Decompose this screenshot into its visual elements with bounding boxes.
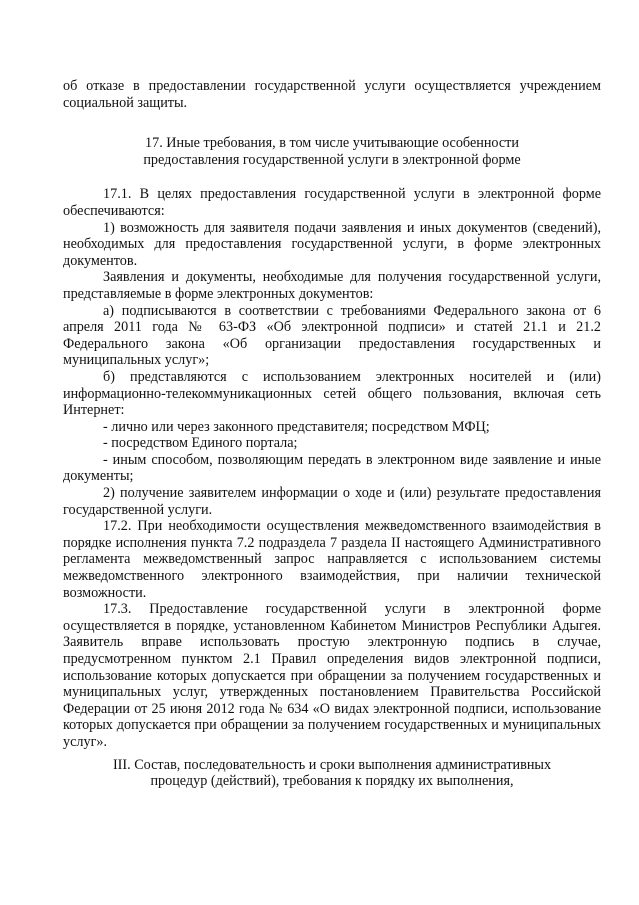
paragraph-item-2: 2) получение заявителем информации о ходе и (или) результате предоставления государственной услуги. (63, 485, 601, 518)
spacer (63, 168, 601, 186)
paragraph-applications: Заявления и документы, необходимые для получения государственной услуги, представляемые в форме электронных документов: (63, 269, 601, 302)
paragraph-a: а) подписываются в соответствии с требованиями Федерального закона от 6 апреля 2011 года № 63-ФЗ «Об электронной подписи» и статей 21.1 и 21.2 Федерального закона «Об организации предоставления государственных и муниципальных услуг»; (63, 302, 601, 369)
dash-item-3: - иным способом, позволяющим передать в электронном виде заявление и иные документы; (63, 451, 601, 485)
spacer (63, 111, 601, 135)
paragraph-17-1: 17.1. В целях предоставления государственной услуги в электронной форме обеспечиваются: (63, 186, 601, 219)
section-17-heading-line2: предоставления государственной услуги в электронной форме (143, 151, 521, 168)
section-17-heading-line1: 17. Иные требования, в том числе учитывающие особенности (145, 135, 519, 152)
section-3-heading-line1: III. Состав, последовательность и сроки выполнения административных (112, 756, 552, 773)
intro-paragraph: об отказе в предоставлении государственной услуги осуществляется учреждением социальной защиты. (63, 78, 601, 111)
paragraph-b: б) представляются с использованием электронных носителей и (или) информационно-телекоммуникационных сетей общего пользования, включая сеть Интернет: (63, 368, 601, 419)
dash-item-1: - лично или через законного представителя; посредством МФЦ; (103, 418, 490, 435)
dash-item-2: - посредством Единого портала; (103, 435, 298, 452)
document-body (63, 78, 601, 790)
paragraph-17-3: 17.3. Предоставление государственной услуги в электронной форме осуществляется в порядке, установленном Кабинетом Министров Республики Адыгея. Заявитель вправе использовать простую электронную подпись в случае, предусмотренном пунктом 2.1 Правил определения видов электронной подписи, использование которых допускается при обращении за получением государственных и муниципальных услуг, утвержденных постановлением Правительства Российской Федерации от 25 июня 2012 года № 634 «О видах электронной подписи, использование которых допускается при обращении за получением государственных и муниципальных услуг». (63, 601, 601, 750)
section-3-heading-line2: процедур (действий), требования к порядку их выполнения, (150, 773, 514, 790)
paragraph-17-1-item1: 1) возможность для заявителя подачи заявления и иных документов (сведений), необходимых для предоставления государственной услуги, в форме электронных документов. (63, 219, 601, 269)
paragraph-17-2: 17.2. При необходимости осуществления межведомственного взаимодействия в порядке исполнения пункта 7.2 подраздела 7 раздела II настоящего Административного регламента межведомственный запрос направляется с использованием системы межведомственного электронного взаимодействия, при наличии технической возможности. (63, 518, 601, 601)
